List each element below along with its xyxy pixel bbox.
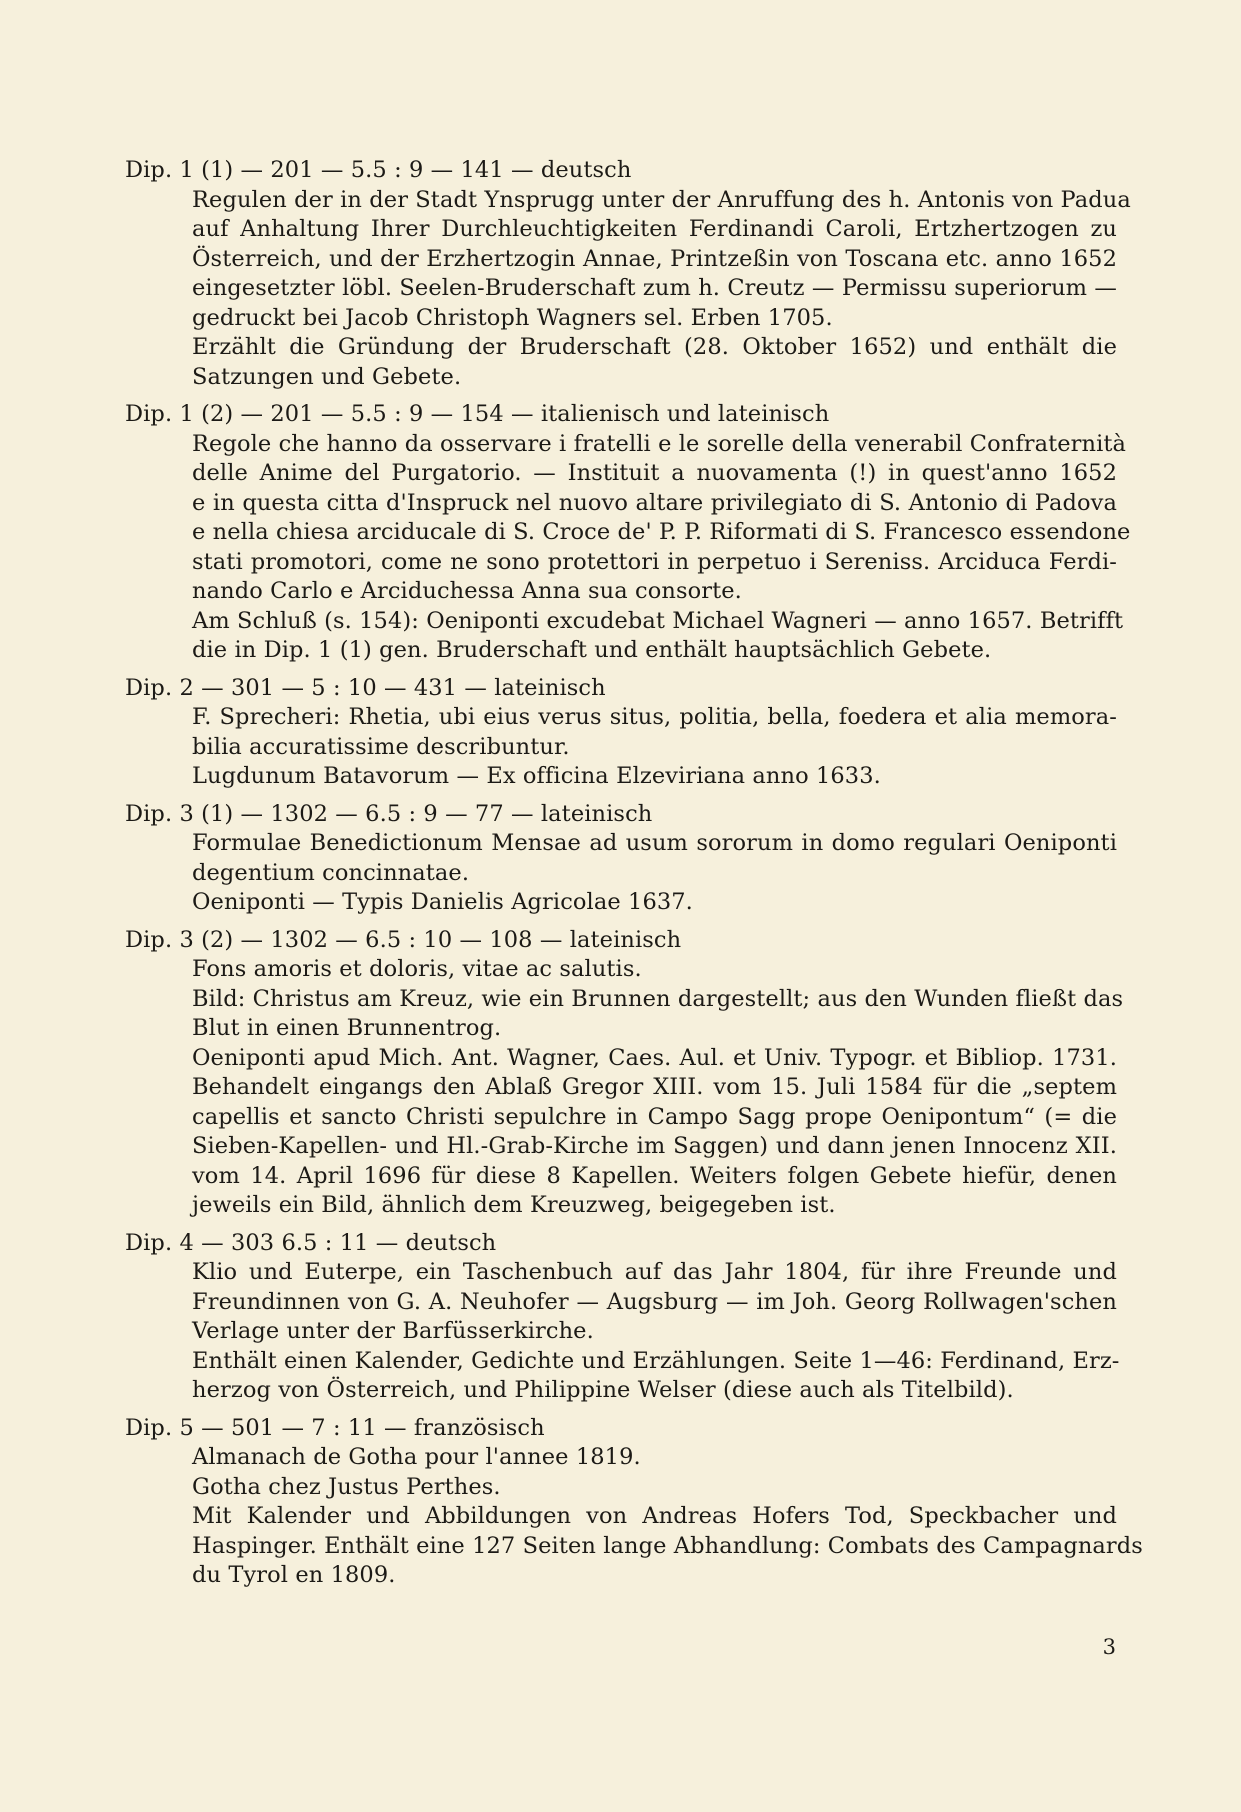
entry-line: auf Anhaltung Ihrer Durchleuchtigkeiten Ferdinandi Caroli, Ertzhertzogen zu	[192, 216, 1117, 242]
entry-description	[125, 703, 1117, 792]
entry-line: nando Carlo e Arciduchessa Anna sua consorte.	[192, 578, 742, 604]
entry-line: capellis et sancto Christi sepulchre in Campo Sagg prope Oenipontum“ (= die	[192, 1103, 1117, 1130]
entry-line: bilia accuratissime describuntur.	[192, 733, 570, 760]
entry-heading: Dip. 1 (1) — 201 — 5.5 : 9 — 141 — deutsch	[125, 157, 632, 183]
entry-line: e nella chiesa arciducale di S. Croce de' P. P. Riformati di S. Francesco essendone	[192, 519, 1131, 545]
entry-line: Verlage unter der Barfüsserkirche.	[192, 1318, 594, 1344]
entry-line: Satzungen und Gebete.	[192, 363, 462, 390]
entry-line: Österreich, und der Erzhertzogin Annae, Printzeßin von Toscana etc. anno 1652	[192, 245, 1117, 272]
entry-line: Regulen der in der Stadt Ynsprugg unter der Anruffung des h. Antonis von Padua	[192, 186, 1131, 213]
entry-heading: Dip. 2 — 301 — 5 : 10 — 431 — lateinisch	[125, 674, 606, 701]
entry-line: delle Anime del Purgatorio. — Instituit a nuovamenta (!) in quest'anno 1652	[192, 460, 1117, 486]
entry-line: jeweils ein Bild, ähnlich dem Kreuzweg, beigegeben ist.	[192, 1192, 836, 1218]
entry-line: Klio und Euterpe, ein Taschenbuch auf das Jahr 1804, für ihre Freunde und	[192, 1259, 1117, 1285]
catalog-entry	[125, 1229, 1120, 1406]
catalog-page	[125, 156, 1143, 1599]
entry-description	[125, 430, 1131, 666]
entry-heading: Dip. 4 — 303 6.5 : 11 — deutsch	[125, 1229, 497, 1256]
entry-line: Sieben-Kapellen- und Hl.-Grab-Kirche im Saggen) und dann jenen Innocenz XII.	[192, 1133, 1117, 1159]
catalog-entry	[125, 1414, 1143, 1591]
catalog-entry	[125, 400, 1131, 666]
entry-description	[125, 829, 1117, 918]
entry-line: Blut in einen Brunnentrog.	[192, 1015, 502, 1041]
entry-line: Formulae Benedictionum Mensae ad usum sororum in domo regulari Oeniponti	[192, 830, 1117, 856]
entry-line: stati promotori, come ne sono protettori in perpetuo i Sereniss. Arciduca Ferdi-	[192, 548, 1117, 575]
entry-heading: Dip. 3 (2) — 1302 — 6.5 : 10 — 108 — lateinisch	[125, 926, 682, 953]
entry-line: F. Sprecheri: Rhetia, ubi eius verus situs, politia, bella, foedera et alia memora-	[192, 704, 1117, 730]
entry-line: die in Dip. 1 (1) gen. Bruderschaft und enthält hauptsächlich Gebete.	[192, 637, 992, 663]
entry-line: Behandelt eingangs den Ablaß Gregor XIII. vom 15. Juli 1584 für die „septem	[192, 1074, 1117, 1100]
entry-heading: Dip. 1 (2) — 201 — 5.5 : 9 — 154 — italienisch und lateinisch	[125, 401, 830, 427]
entry-description	[125, 1443, 1143, 1591]
entry-line: Am Schluß (s. 154): Oeniponti excudebat Michael Wagneri — anno 1657. Betrifft	[192, 607, 1124, 634]
entry-line: Haspinger. Enthält eine 127 Seiten lange Abhandlung: Combats des Campagnards	[192, 1532, 1143, 1559]
entry-line: Gotha chez Justus Perthes.	[192, 1473, 501, 1500]
entry-line: Erzählt die Gründung der Bruderschaft (28. Oktober 1652) und enthält die	[192, 334, 1117, 360]
entry-line: eingesetzter löbl. Seelen-Bruderschaft zum h. Creutz — Permissu superiorum —	[192, 275, 1117, 301]
entry-heading: Dip. 5 — 501 — 7 : 11 — französisch	[125, 1414, 545, 1441]
catalog-entry	[125, 156, 1131, 392]
catalog-entry	[125, 926, 1124, 1221]
entry-line: gedruckt bei Jacob Christoph Wagners sel. Erben 1705.	[192, 304, 833, 331]
entry-description	[125, 1258, 1120, 1406]
entry-line: Fons amoris et doloris, vitae ac salutis.	[192, 956, 642, 982]
entry-heading: Dip. 3 (1) — 1302 — 6.5 : 9 — 77 — lateinisch	[125, 800, 653, 827]
entry-line: Oeniponti — Typis Danielis Agricolae 1637.	[192, 889, 693, 915]
entry-line: Enthält einen Kalender, Gedichte und Erzählungen. Seite 1—46: Ferdinand, Erz-	[192, 1347, 1120, 1374]
entry-line: Mit Kalender und Abbildungen von Andreas Hofers Tod, Speckbacher und	[192, 1503, 1117, 1529]
entry-line: vom 14. April 1696 für diese 8 Kapellen. Weiters folgen Gebete hiefür, denen	[192, 1162, 1117, 1189]
page-number: 3	[1102, 1635, 1116, 1659]
entry-description	[125, 955, 1124, 1221]
entry-line: Bild: Christus am Kreuz, wie ein Brunnen dargestellt; aus den Wunden fließt das	[192, 985, 1124, 1012]
entry-line: herzog von Österreich, und Philippine Welser (diese auch als Titelbild).	[192, 1377, 1014, 1403]
entry-line: du Tyrol en 1809.	[192, 1562, 396, 1588]
entry-line: Lugdunum Batavorum — Ex officina Elzeviriana anno 1633.	[192, 763, 881, 789]
entry-line: Regole che hanno da osservare i fratelli e le sorelle della venerabil Confraternità	[192, 430, 1127, 457]
catalog-entry	[125, 674, 1117, 792]
entry-line: degentium concinnatae.	[192, 859, 470, 886]
entry-line: Almanach de Gotha pour l'annee 1819.	[192, 1444, 641, 1470]
entry-line: Freundinnen von G. A. Neuhofer — Augsburg — im Joh. Georg Rollwagen'schen	[192, 1288, 1117, 1315]
entry-line: Oeniponti apud Mich. Ant. Wagner, Caes. Aul. et Univ. Typogr. et Bibliop. 1731.	[192, 1044, 1117, 1071]
catalog-entry	[125, 800, 1117, 918]
entry-description	[125, 186, 1131, 393]
entry-line: e in questa citta d'Inspruck nel nuovo altare privilegiato di S. Antonio di Padova	[192, 489, 1117, 516]
